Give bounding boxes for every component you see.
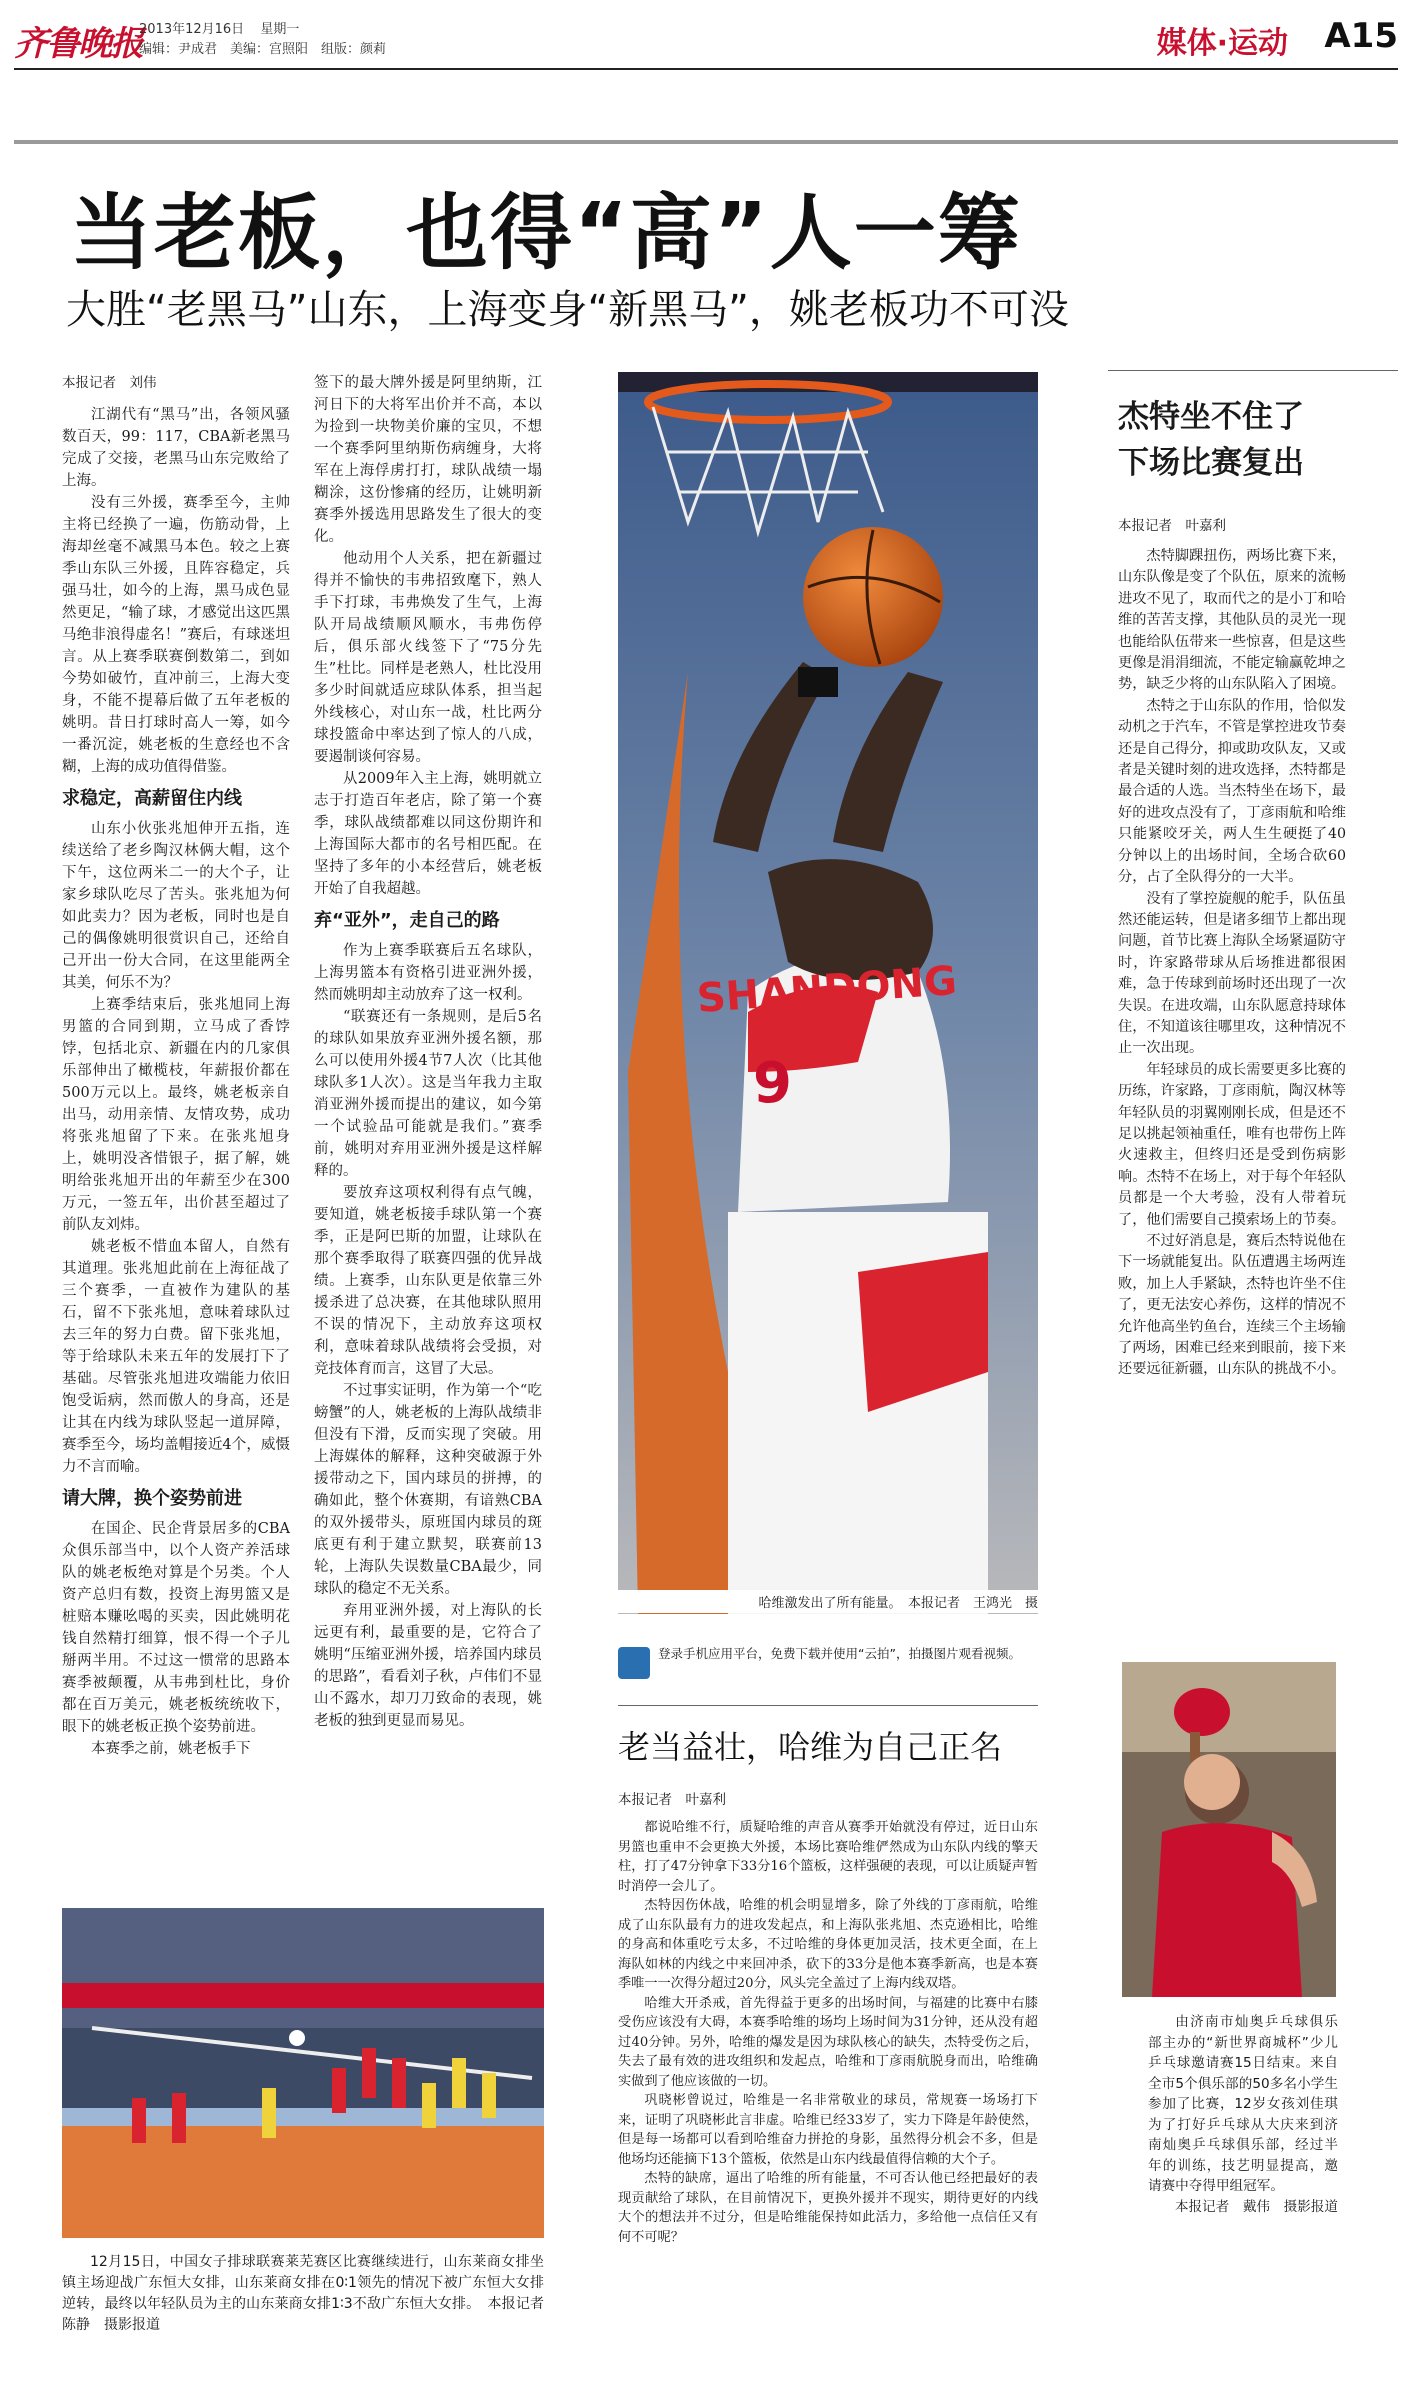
basketball-photo-image [618,372,1038,1614]
main-article-col1 [62,372,290,1897]
paragraph: 上赛季结束后，张兆旭同上海男篮的合同到期，立马成了香饽饽，包括北京、新疆在内的几家俱乐部伸出了橄榄枝，年薪报价都在500万元以上。最终，姚老板亲自出马，动用亲情、友情攻势，成功将张兆旭留了下来。在张兆旭身上，姚明没吝惜银子，据了解，姚明给张兆旭开出的年薪至少在300万元，一签五年，出价甚至超过了前队友刘炜。 [62,997,290,1233]
side-article-body [1118,546,1346,1576]
paragraph: 都说哈维不行，质疑哈维的声音从赛季开始就没有停过，近日山东男篮也重申不会更换大外援，本场比赛哈维俨然成为山东队内线的擎天柱，打了47分钟拿下33分16个篮板，这样强硬的表现，可以让质疑声暂时消停一会儿了。 [618,1820,1038,1894]
paragraph: 哈维大开杀戒，首先得益于更多的出场时间，与福建的比赛中右膝受伤应该没有大碍，本赛季哈维的场均上场时间为31分钟，还从没有超过40分钟。另外，哈维的爆发是因为球队核心的缺失，杰特受伤之后，失去了最有效的进攻组织和发起点，哈维和丁彦雨航脱身而出，哈维确实做到了他应该做的一切。 [618,1995,1038,2089]
paragraph: 杰特因伤休战，哈维的机会明显增多，除了外线的丁彦雨航，哈维成了山东队最有力的进攻发起点，和上海队张兆旭、杰克逊相比，哈维的身高和体重吃亏太多，不过哈维的身体更加灵活，技术更全面，在上海队如林的内线之中来回冲杀，砍下的33分是他本赛季新高，也是本赛季唯一一次得分超过20分，风头完全盖过了上海内线双塔。 [618,1898,1038,1991]
volleyball-caption-text: 12月15日，中国女子排球联赛莱芜赛区比赛继续进行，山东莱商女排坐镇主场迎战广东恒大女排，山东莱商女排在0∶1领先的情况下被广东恒大女排逆转，最终以年轻队员为主的山东莱商女排1∶3不敌广东恒大女排。 本报记者 陈静 摄影报道 [62,2254,558,2333]
paragraph: 本赛季之前，姚老板手下 [91,1741,251,1757]
paragraph: 没有了掌控旋舰的舵手，队伍虽然还能运转，但是诸多细节上都出现问题，首节比赛上海队全场紧逼防守时，许家路带球从后场推进都很困难，急于传球到前场时还出现了一次失误。在进攻端，山东队愿意持球体住，不知道该往哪里攻，这种情况不止一次出现。 [1118,890,1346,1057]
pingpong-credit: 本报记者 戴伟 摄影报道 [1174,2198,1338,2215]
paragraph: 不过事实证明，作为第一个“吃螃蟹”的人，姚老板的上海队战绩非但没有下滑，反而实现了突破。用上海媒体的解释，这种突破源于外援带动之下，国内球员的拼搏，的确如此，整个休赛期，有谙熟CBA的双外援带头，原班国内球员的斑底更有利于建立默契，联赛前13轮，上海队失误数量CBA最少，同球队的稳定不无关系。 [314,1383,542,1597]
paragraph: 杰特的缺席，逼出了哈维的所有能量，不可否认他已经把最好的表现贡献给了球队，在目前情况下，更换外援并不现实，期待更好的内线大个的想法并不过分，但是哈维能保持如此活力，多给他一点信任又有何不可呢？ [618,2171,1038,2245]
paragraph: “联赛还有一条规则，是后5名的球队如果放弃亚洲外援名额，那么可以使用外援4节7人次（比其他球队多1人次）。这是当年我力主取消亚洲外援而提出的建议，如今第一个试验品可能就是我们。”赛季前，姚明对弃用亚洲外援是这样解释的。 [314,1009,542,1179]
hawei-top-rule [618,1705,1038,1706]
side-title [1118,394,1304,486]
paragraph: 从2009年入主上海，姚明就立志于打造百年老店，除了第一个赛季，球队战绩都难以同这份期许和上海国际大都市的名号相匹配。在坚持了多年的小本经营后，姚老板开始了自我超越。 [314,771,542,897]
paragraph: 杰特之于山东队的作用，恰似发动机之于汽车，不管是掌控进攻节奏还是自己得分，抑或助攻队友，又或者是关键时刻的进攻选择，杰特都是最合适的人选。当杰特坐在场下，最好的进攻点没有了，丁彦雨航和哈维只能紧咬牙关，两人生生硬挺了40分钟以上的出场时间，全场合砍60分，占了全队得分的一大半。 [1118,697,1346,886]
pingpong-caption [1148,2012,1338,2372]
paragraph: 他动用个人关系，把在新疆过得并不愉快的韦弗招致麾下，熟人手下打球，韦弗焕发了生气，上海队开局战绩顺风顺水，韦弗伤停后，俱乐部火线签下了“75分先生”杜比。同样是老熟人，杜比没用多少时间就适应球队体系，担当起外线核心，对山东一战，杜比两分球投篮命中率达到了惊人的八成，要遏制谈何容易。 [314,551,542,765]
paragraph: 没有三外援，赛季至今，主帅主将已经换了一遍，伤筋动骨，上海却丝毫不减黑马本色。较之上赛季山东队三外援，且阵容稳定，兵强马壮，如今的上海，黑马成色显然更足，“输了球，才感觉出这匹黑马绝非浪得虚名！”赛后，有球迷坦言。从上赛季联赛倒数第二，到如今势如破竹，直冲前三，上海大变身，不能不提幕后做了五年老板的姚明。昔日打球时高人一筹，如今一番沉淀，姚老板的生意经也不含糊，上海的成功值得借鉴。 [62,495,290,775]
paragraph: 签下的最大牌外援是阿里纳斯，江河日下的大将军出价并不高，本以为捡到一块物美价廉的宝贝，不想一个赛季阿里纳斯伤病缠身，大将军在上海俘虏打打，球队战绩一塌糊涂，这份惨痛的经历，让姚明新赛季外援选用思路发生了很大的变化。 [314,375,542,545]
paragraph: 江湖代有“黑马”出，各领风骚数百天，99：117，CBA新老黑马完成了交接，老黑马山东完败给了上海。 [62,407,290,489]
paragraph: 在国企、民企背景居多的CBA众俱乐部当中，以个人资产养活球队的姚老板绝对算是个另类。个人资产总归有数，投资上海男篮又是桩赔本赚吆喝的买卖，因此姚明花钱自然精打细算，恨不得一个子儿掰两半用。不过这一惯常的思路本赛季被颠覆，从韦弗到杜比，身价都在百万美元，姚老板统统收下，眼下的姚老板正换个姿势前进。 [62,1521,290,1735]
side-byline: 本报记者 叶嘉利 [1118,518,1226,534]
volleyball-photo-image [62,1908,544,2238]
jersey-number: 9 [753,1051,792,1116]
paragraph: 巩晓彬曾说过，哈维是一名非常敬业的球员，常规赛一场场打下来，证明了巩晓彬此言非虚。哈维已经33岁了，实力下降是年龄使然，但是每一场都可以看到哈维奋力拼抢的身影，虽然得分机会不多，但是他场均还能摘下13个篮板，依然是山东内线最值得信赖的大个子。 [618,2093,1038,2167]
subheadline: 大胜“老黑马”山东，上海变身“新黑马”，姚老板功不可没 [66,287,1069,333]
subheading: 弃“亚外”，走自己的路 [314,910,500,931]
subheading: 请大牌，换个姿势前进 [62,1488,242,1509]
paragraph: 杰特脚踝扭伤，两场比赛下来，山东队像是变了个队伍，原来的流畅进攻不见了，取而代之的是小丁和哈维的苦苦支撑，其他队员的灵光一现也能给队伍带来一些惊喜，但是这些更像是涓涓细流，不能定输赢乾坤之势，缺乏少将的山东队陷入了困境。 [1118,548,1346,693]
side-top-rule [1108,370,1398,371]
photo-caption: 哈维激发出了所有能量。 本报记者 王鸿光 摄 [618,1590,1038,1613]
jersey-team-text: SHANDONG [695,957,959,1022]
pingpong-caption-text: 由济南市灿奥乒乓球俱乐部主办的“新世界商城杯”少儿乒乓球邀请赛15日结束。来自全市5个俱乐部的50多名小学生参加了比赛，12岁女孩刘佳琪为了打好乒乓球从大庆来到济南灿奥乒乓球俱乐部，经过半年的训练，技艺明显提高，邀请赛中夺得甲组冠军。 [1148,2014,1338,2194]
paragraph: 弃用亚洲外援，对上海队的长远更有利，最重要的是，它符合了姚明“压缩亚洲外援，培养国内球员的思路”，看看刘子秋，卢伟们不显山不露水，却刀刀致命的表现，姚老板的独到更显而易见。 [314,1603,542,1729]
side-title-line2: 下场比赛复出 [1118,445,1304,481]
masthead-rule [14,68,1398,70]
main-article-col2 [314,372,542,1897]
hawei-body [618,1818,1038,2373]
qr-note-text: 登录手机应用平台，免费下载并使用“云拍”，拍摄图片观看视频。 [658,1646,1021,1661]
issue-weekday: 星期一 [260,22,300,37]
editor-credits: 编辑：尹成君 美编：宫照阳 组版：颜莉 [139,42,387,57]
masthead [14,14,1398,64]
hawei-title: 老当益壮，哈维为自己正名 [618,1728,1003,1766]
basketball-photo [618,372,1038,1614]
main-byline: 本报记者 刘伟 [62,375,157,391]
volleyball-caption [62,2252,558,2377]
issue-date: 2013年12月16日 [139,22,245,37]
pingpong-photo-image [1122,1662,1336,1997]
side-title-line1: 杰特坐不住了 [1118,399,1304,435]
pingpong-photo [1122,1662,1336,1997]
page-number: A15 [1324,16,1398,56]
section-name: 媒体·运动 [1156,26,1288,61]
section-rule [14,140,1398,144]
qr-note [618,1645,1038,1685]
subheading: 求稳定，高薪留住内线 [62,788,242,809]
hawei-byline: 本报记者 叶嘉利 [618,1792,726,1808]
cloud-camera-icon [618,1647,650,1679]
headline: 当老板，也得“高”人一筹 [70,186,1022,281]
paragraph: 不过好消息是，赛后杰特说他在下一场就能复出。队伍遭遇主场两连败，加上人手紧缺，杰特也许坐不住了，更无法安心养伤，这样的情况不允许他高坐钓鱼台，连续三个主场输了两场，困难已经来到眼前，接下来还要远征新疆，山东队的挑战不小。 [1118,1233,1346,1378]
paragraph: 姚老板不惜血本留人，自然有其道理。张兆旭此前在上海征战了三个赛季，一直被作为建队的基石，留不下张兆旭，意味着球队过去三年的努力白费。留下张兆旭，等于给球队未来五年的发展打下了基础。尽管张兆旭进攻端能力依旧饱受诟病，然而傲人的身高，还是让其在内线为球队竖起一道屏障，赛季至今，场均盖帽接近4个，威慑力不言而喻。 [62,1239,290,1475]
paragraph: 山东小伙张兆旭伸开五指，连续送给了老乡陶汉林俩大帽，这个下午，这位两米二一的大个子，让家乡球队吃尽了苦头。张兆旭为何如此卖力？因为老板，同时也是自己的偶像姚明很赏识自己，还给自己开出一份大合同，在这里能两全其美，何乐不为？ [62,821,290,991]
paragraph: 年轻球员的成长需要更多比赛的历练，许家路，丁彦雨航，陶汉林等年轻队员的羽翼刚刚长成，但是还不足以挑起领袖重任，唯有也带伤上阵火速救主，但终归还是受到伤病影响。杰特不在场上，对于每个年轻队员都是一个大考验，没有人带着玩了，他们需要自己摸索场上的节奏。 [1118,1061,1346,1228]
paragraph: 作为上赛季联赛后五名球队，上海男篮本有资格引进亚洲外援，然而姚明却主动放弃了这一权利。 [314,943,542,1003]
paragraph: 要放弃这项权利得有点气魄，要知道，姚老板接手球队第一个赛季，正是阿巴斯的加盟，让球队在那个赛季取得了联赛四强的优异战绩。上赛季，山东队更是依靠三外援杀进了总决赛，在其他球队照用不误的情况下，主动放弃这项权利，意味着球队战绩将会受损，对竞技体育而言，这冒了大忌。 [314,1185,542,1377]
newspaper-logo: 齐鲁晚报 [14,24,142,64]
volleyball-photo [62,1908,544,2238]
